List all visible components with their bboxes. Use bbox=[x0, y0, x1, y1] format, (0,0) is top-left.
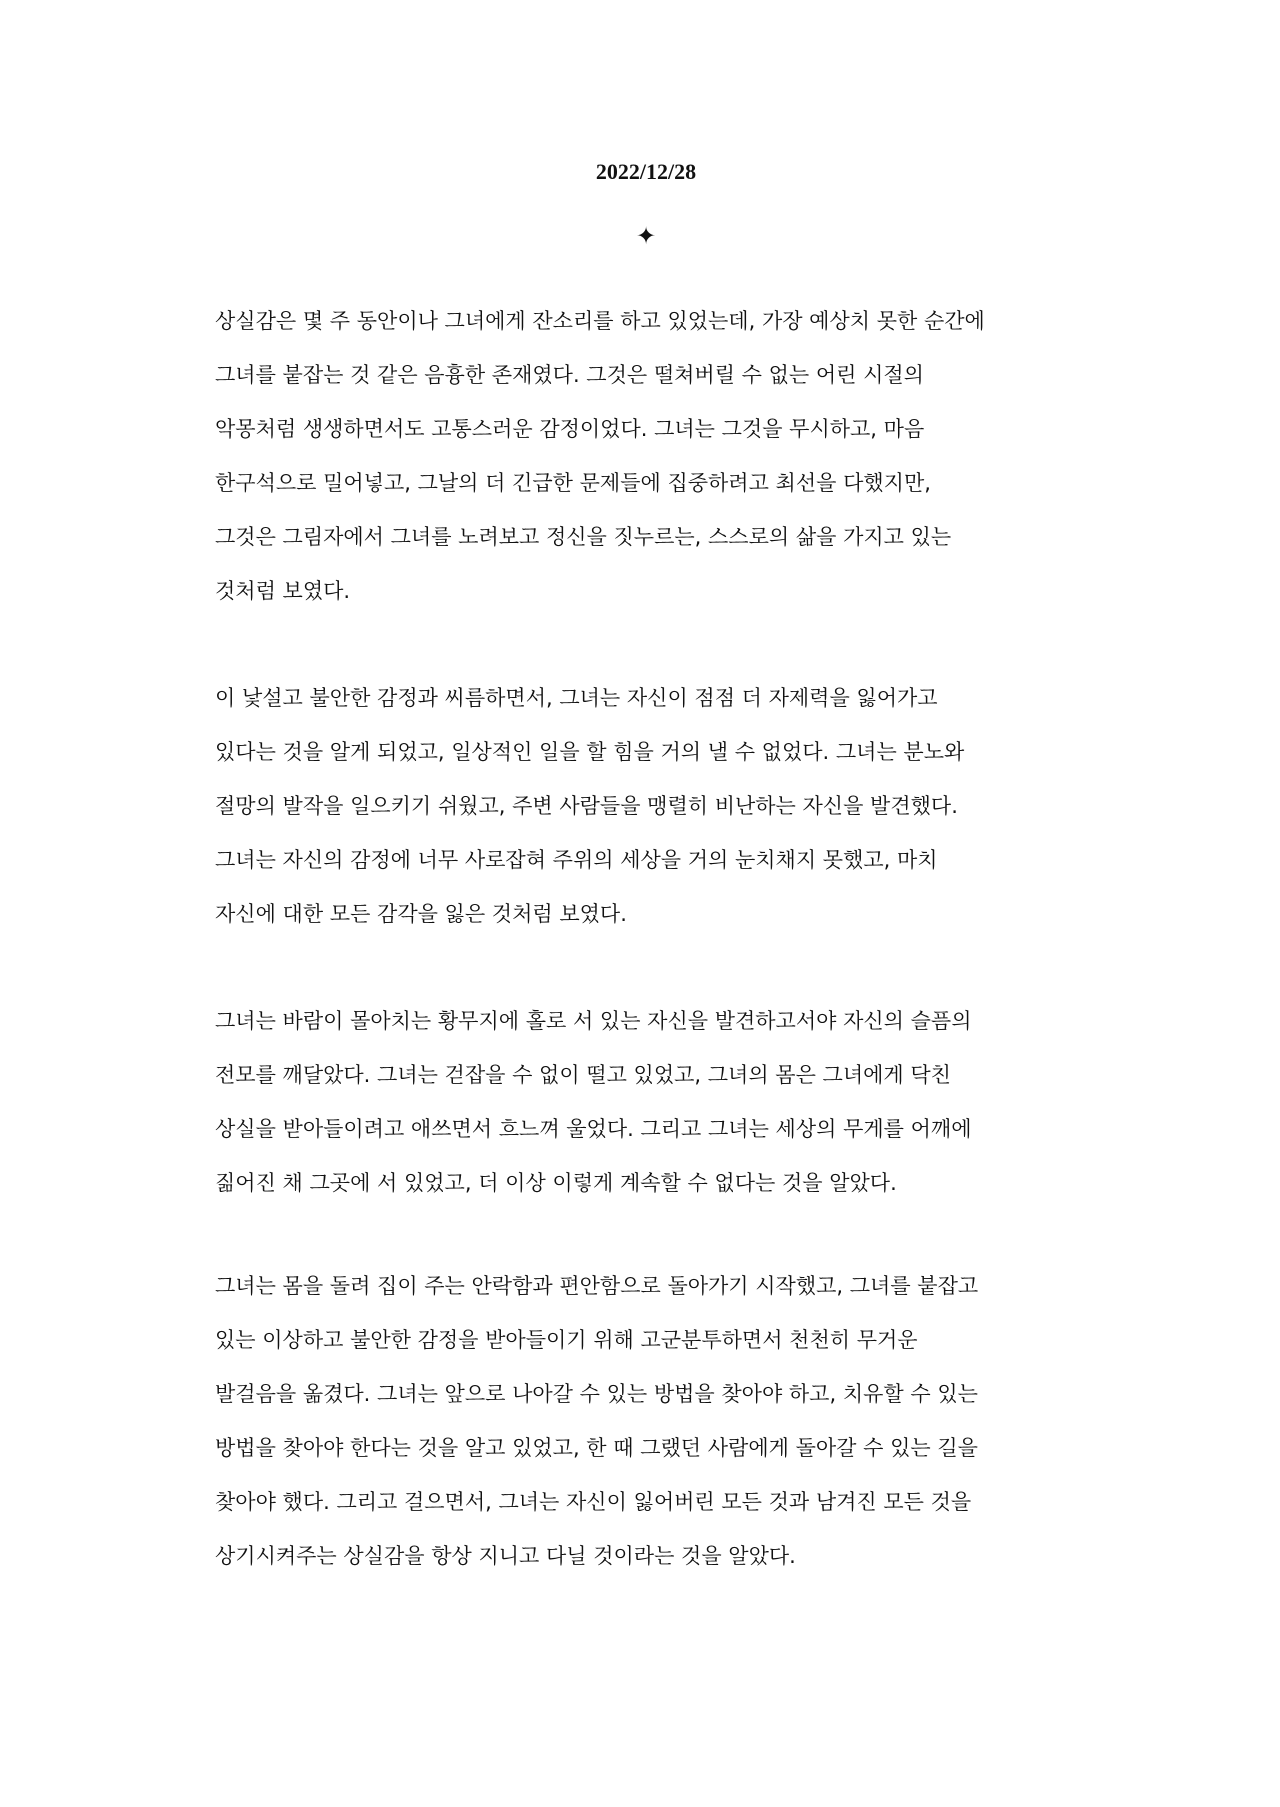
text-line: 상실을 받아들이려고 애쓰면서 흐느껴 울었다. 그리고 그녀는 세상의 무게를 어깨에 bbox=[215, 1117, 972, 1141]
text-line: 상실감은 몇 주 동안이나 그녀에게 잔소리를 하고 있었는데, 가장 예상치 못한 순간에 bbox=[215, 309, 985, 333]
text-line: 있는 이상하고 불안한 감정을 받아들이기 위해 고군분투하면서 천천히 무거운 bbox=[215, 1328, 918, 1352]
paragraph-2 bbox=[215, 671, 964, 941]
text-line: 그녀는 몸을 돌려 집이 주는 안락함과 편안함으로 돌아가기 시작했고, 그녀를 붙잡고 bbox=[215, 1274, 979, 1298]
text-line: 그녀는 자신의 감정에 너무 사로잡혀 주위의 세상을 거의 눈치채지 못했고, 마치 bbox=[215, 848, 938, 872]
date-heading: 2022/12/28 bbox=[595, 159, 697, 184]
text-line: 그녀를 붙잡는 것 같은 음흉한 존재였다. 그것은 떨쳐버릴 수 없는 어린 시절의 bbox=[215, 363, 924, 387]
text-line: 이 낯설고 불안한 감정과 씨름하면서, 그녀는 자신이 점점 더 자제력을 잃어가고 bbox=[215, 686, 938, 710]
text-line: 것처럼 보였다. bbox=[215, 579, 351, 603]
text-line: 한구석으로 밀어넣고, 그날의 더 긴급한 문제들에 집중하려고 최선을 다했지만, bbox=[215, 471, 931, 495]
paragraph-1 bbox=[215, 294, 985, 618]
text-line: 있다는 것을 알게 되었고, 일상적인 일을 할 힘을 거의 낼 수 없었다. 그녀는 분노와 bbox=[215, 740, 965, 764]
text-line: 그녀는 바람이 몰아치는 황무지에 홀로 서 있는 자신을 발견하고서야 자신의 슬픔의 bbox=[215, 1009, 972, 1033]
star-ornament-icon: ✦ bbox=[635, 222, 657, 250]
text-line: 짊어진 채 그곳에 서 있었고, 더 이상 이렇게 계속할 수 없다는 것을 알았다. bbox=[215, 1171, 897, 1195]
text-line: 그것은 그림자에서 그녀를 노려보고 정신을 짓누르는, 스스로의 삶을 가지고 있는 bbox=[215, 525, 952, 549]
text-line: 자신에 대한 모든 감각을 잃은 것처럼 보였다. bbox=[215, 902, 627, 926]
text-line: 전모를 깨달았다. 그녀는 걷잡을 수 없이 떨고 있었고, 그녀의 몸은 그녀에게 닥친 bbox=[215, 1063, 951, 1087]
text-line: 찾아야 했다. 그리고 걸으면서, 그녀는 자신이 잃어버린 모든 것과 남겨진 모든 것을 bbox=[215, 1490, 972, 1514]
text-line: 상기시켜주는 상실감을 항상 지니고 다닐 것이라는 것을 알았다. bbox=[215, 1544, 796, 1568]
paragraph-4 bbox=[215, 1259, 978, 1583]
text-line: 악몽처럼 생생하면서도 고통스러운 감정이었다. 그녀는 그것을 무시하고, 마음 bbox=[215, 417, 925, 441]
text-line: 발걸음을 옮겼다. 그녀는 앞으로 나아갈 수 있는 방법을 찾아야 하고, 치유할 수 있는 bbox=[215, 1382, 978, 1406]
text-line: 절망의 발작을 일으키기 쉬웠고, 주변 사람들을 맹렬히 비난하는 자신을 발견했다. bbox=[215, 794, 958, 818]
paragraph-3 bbox=[215, 994, 971, 1210]
text-line: 방법을 찾아야 한다는 것을 알고 있었고, 한 때 그랬던 사람에게 돌아갈 수 있는 길을 bbox=[215, 1436, 978, 1460]
